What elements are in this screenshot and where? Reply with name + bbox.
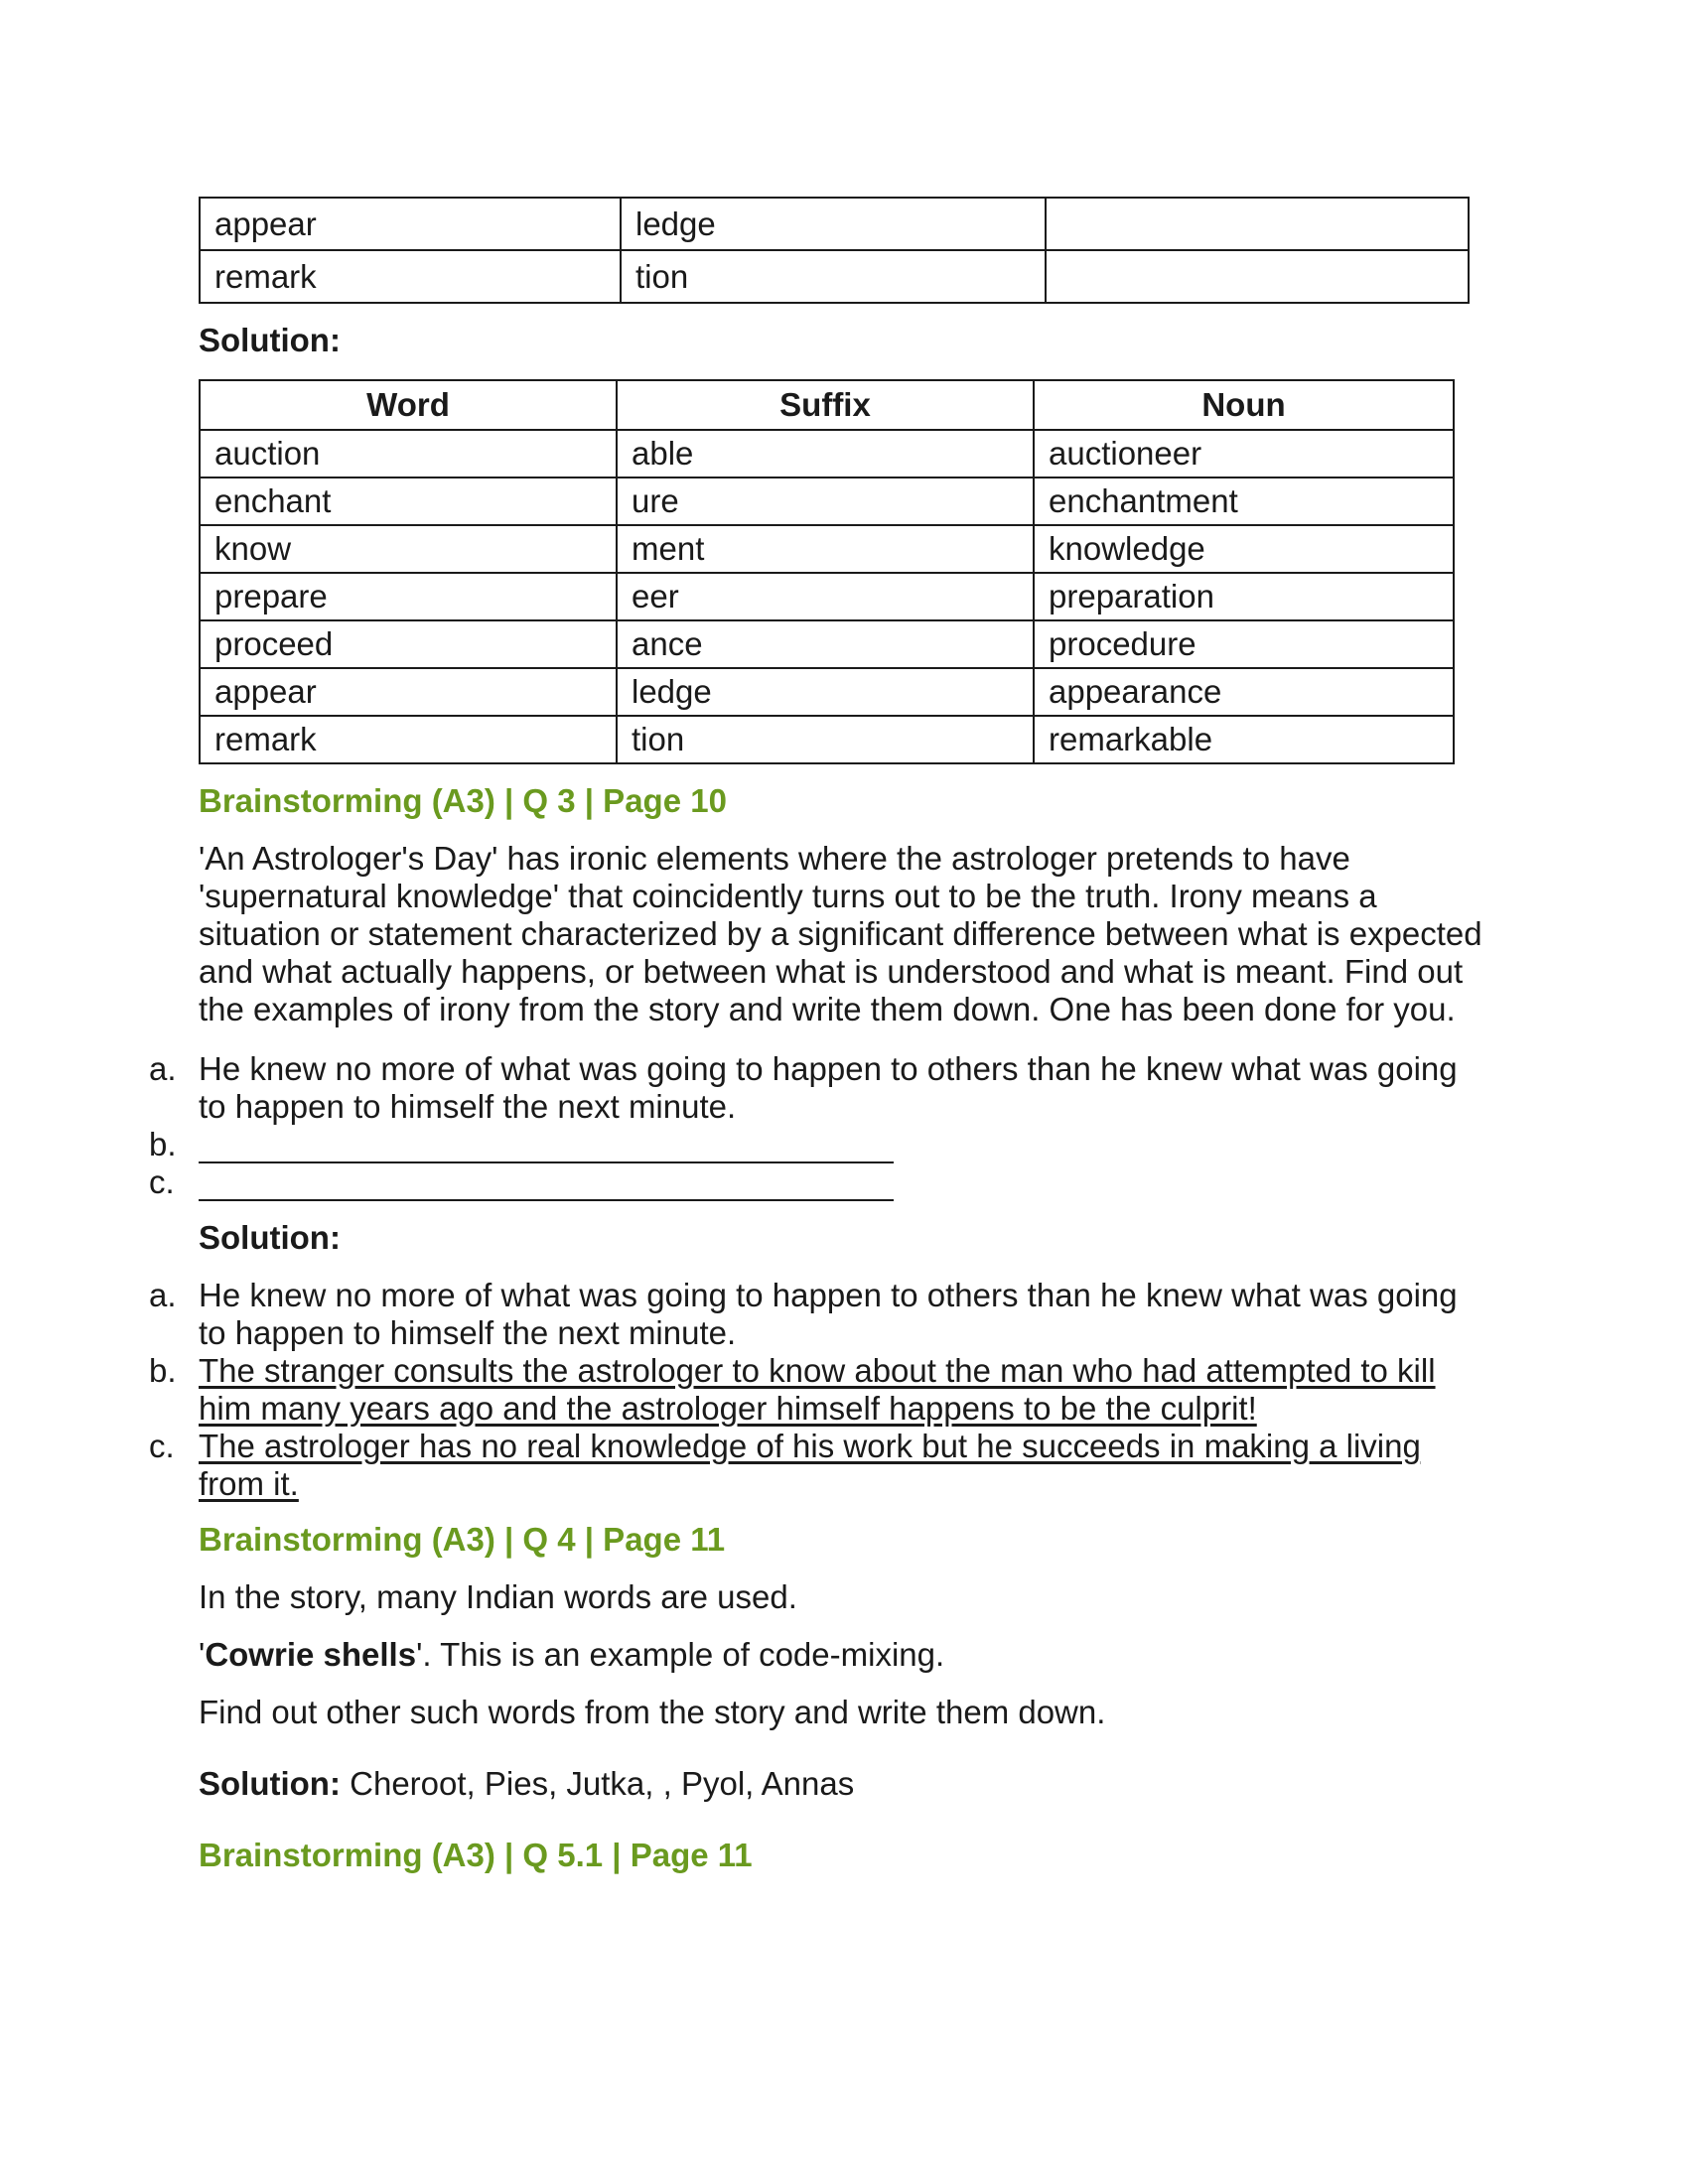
- list-item-text: He knew no more of what was going to happen to others than he knew what was going to happen to himself the next minute.: [199, 1277, 1458, 1351]
- list-item: [149, 1277, 1489, 1352]
- q3-question-text: 'An Astrologer's Day' has ironic elements where the astrologer pretends to have 'supernatural knowledge' that coincidently turns out to be the truth. Irony means a situation or statement characterized by a significant difference between what is expected and what actually happens, or between what is understood and what is meant. Find out the examples of irony from the story and write them down. One has been done for you.: [199, 840, 1482, 1027]
- table-cell: preparation: [1034, 573, 1454, 620]
- table-cell: able: [617, 430, 1034, 478]
- list-item-text: The astrologer has no real knowledge of his work but he succeeds in making a living from it.: [199, 1428, 1421, 1502]
- list-marker: c.: [149, 1428, 175, 1464]
- list-marker: b.: [149, 1126, 177, 1162]
- solution-label: Solution:: [199, 322, 341, 358]
- table-row: [200, 668, 1454, 716]
- table-cell: eer: [617, 573, 1034, 620]
- table-cell: remarkable: [1034, 716, 1454, 763]
- document-page: [149, 197, 1489, 1894]
- list-item-text: He knew no more of what was going to happen to others than he knew what was going to happen to himself the next minute.: [199, 1050, 1458, 1125]
- column-header-noun: Noun: [1034, 380, 1454, 430]
- table-cell: remark: [200, 250, 621, 303]
- table-cell: ment: [617, 525, 1034, 573]
- table-row: [200, 573, 1454, 620]
- list-item: [149, 1163, 1489, 1201]
- table-row: [200, 525, 1454, 573]
- blank-answer-line: [199, 1166, 894, 1201]
- list-marker: b.: [149, 1352, 177, 1389]
- section-heading-q4: Brainstorming (A3) | Q 4 | Page 11: [199, 1521, 726, 1558]
- table-cell: appear: [200, 668, 617, 716]
- q4-line3: Find out other such words from the story and write them down.: [199, 1694, 1106, 1730]
- column-header-suffix: Suffix: [617, 380, 1034, 430]
- section-heading-q3: Brainstorming (A3) | Q 3 | Page 10: [199, 782, 727, 819]
- solution-label: Solution:: [199, 1765, 341, 1802]
- table-cell: auction: [200, 430, 617, 478]
- q4-line2-rest: '. This is an example of code-mixing.: [416, 1636, 945, 1673]
- table-cell: procedure: [1034, 620, 1454, 668]
- list-marker: c.: [149, 1163, 175, 1200]
- table-cell: [1046, 198, 1469, 250]
- list-item: [149, 1126, 1489, 1163]
- table-cell: knowledge: [1034, 525, 1454, 573]
- blank-answer-line: [199, 1129, 894, 1163]
- table-cell: [1046, 250, 1469, 303]
- q4-solution: [199, 1765, 1489, 1803]
- table-cell: tion: [621, 250, 1046, 303]
- table-row: [200, 716, 1454, 763]
- table-cell: ure: [617, 478, 1034, 525]
- quote-mark: ': [199, 1636, 206, 1673]
- section-heading-q5-1: Brainstorming (A3) | Q 5.1 | Page 11: [199, 1837, 753, 1873]
- table-cell: remark: [200, 716, 617, 763]
- exercise-table: [199, 197, 1470, 304]
- list-item: [149, 1050, 1489, 1126]
- table-row: [200, 198, 1469, 250]
- table-cell: ledge: [621, 198, 1046, 250]
- table-cell: enchantment: [1034, 478, 1454, 525]
- list-marker: a.: [149, 1277, 177, 1313]
- q4-line1: In the story, many Indian words are used.: [199, 1578, 797, 1615]
- table-row: [200, 430, 1454, 478]
- list-marker: a.: [149, 1050, 177, 1087]
- table-cell: appearance: [1034, 668, 1454, 716]
- highlighted-term: Cowrie shells: [205, 1636, 417, 1673]
- q4-line2: [199, 1636, 1489, 1674]
- table-cell: auctioneer: [1034, 430, 1454, 478]
- list-item: [149, 1352, 1489, 1428]
- q3-answer-list: [149, 1050, 1489, 1201]
- table-header-row: [200, 380, 1454, 430]
- q3-solution-list: [149, 1277, 1489, 1503]
- table-cell: ledge: [617, 668, 1034, 716]
- table-cell: appear: [200, 198, 621, 250]
- table-cell: tion: [617, 716, 1034, 763]
- table-cell: proceed: [200, 620, 617, 668]
- q4-solution-text: Cheroot, Pies, Jutka, , Pyol, Annas: [340, 1765, 855, 1802]
- column-header-word: Word: [200, 380, 617, 430]
- table-row: [200, 478, 1454, 525]
- table-cell: enchant: [200, 478, 617, 525]
- solution-label: Solution:: [199, 1219, 341, 1256]
- solution-table: [199, 379, 1455, 764]
- list-item: [149, 1428, 1489, 1503]
- list-item-text: The stranger consults the astrologer to know about the man who had attempted to kill him many years ago and the astrologer himself happens to be the culprit!: [199, 1352, 1436, 1427]
- table-row: [200, 250, 1469, 303]
- table-row: [200, 620, 1454, 668]
- table-cell: ance: [617, 620, 1034, 668]
- table-cell: know: [200, 525, 617, 573]
- table-cell: prepare: [200, 573, 617, 620]
